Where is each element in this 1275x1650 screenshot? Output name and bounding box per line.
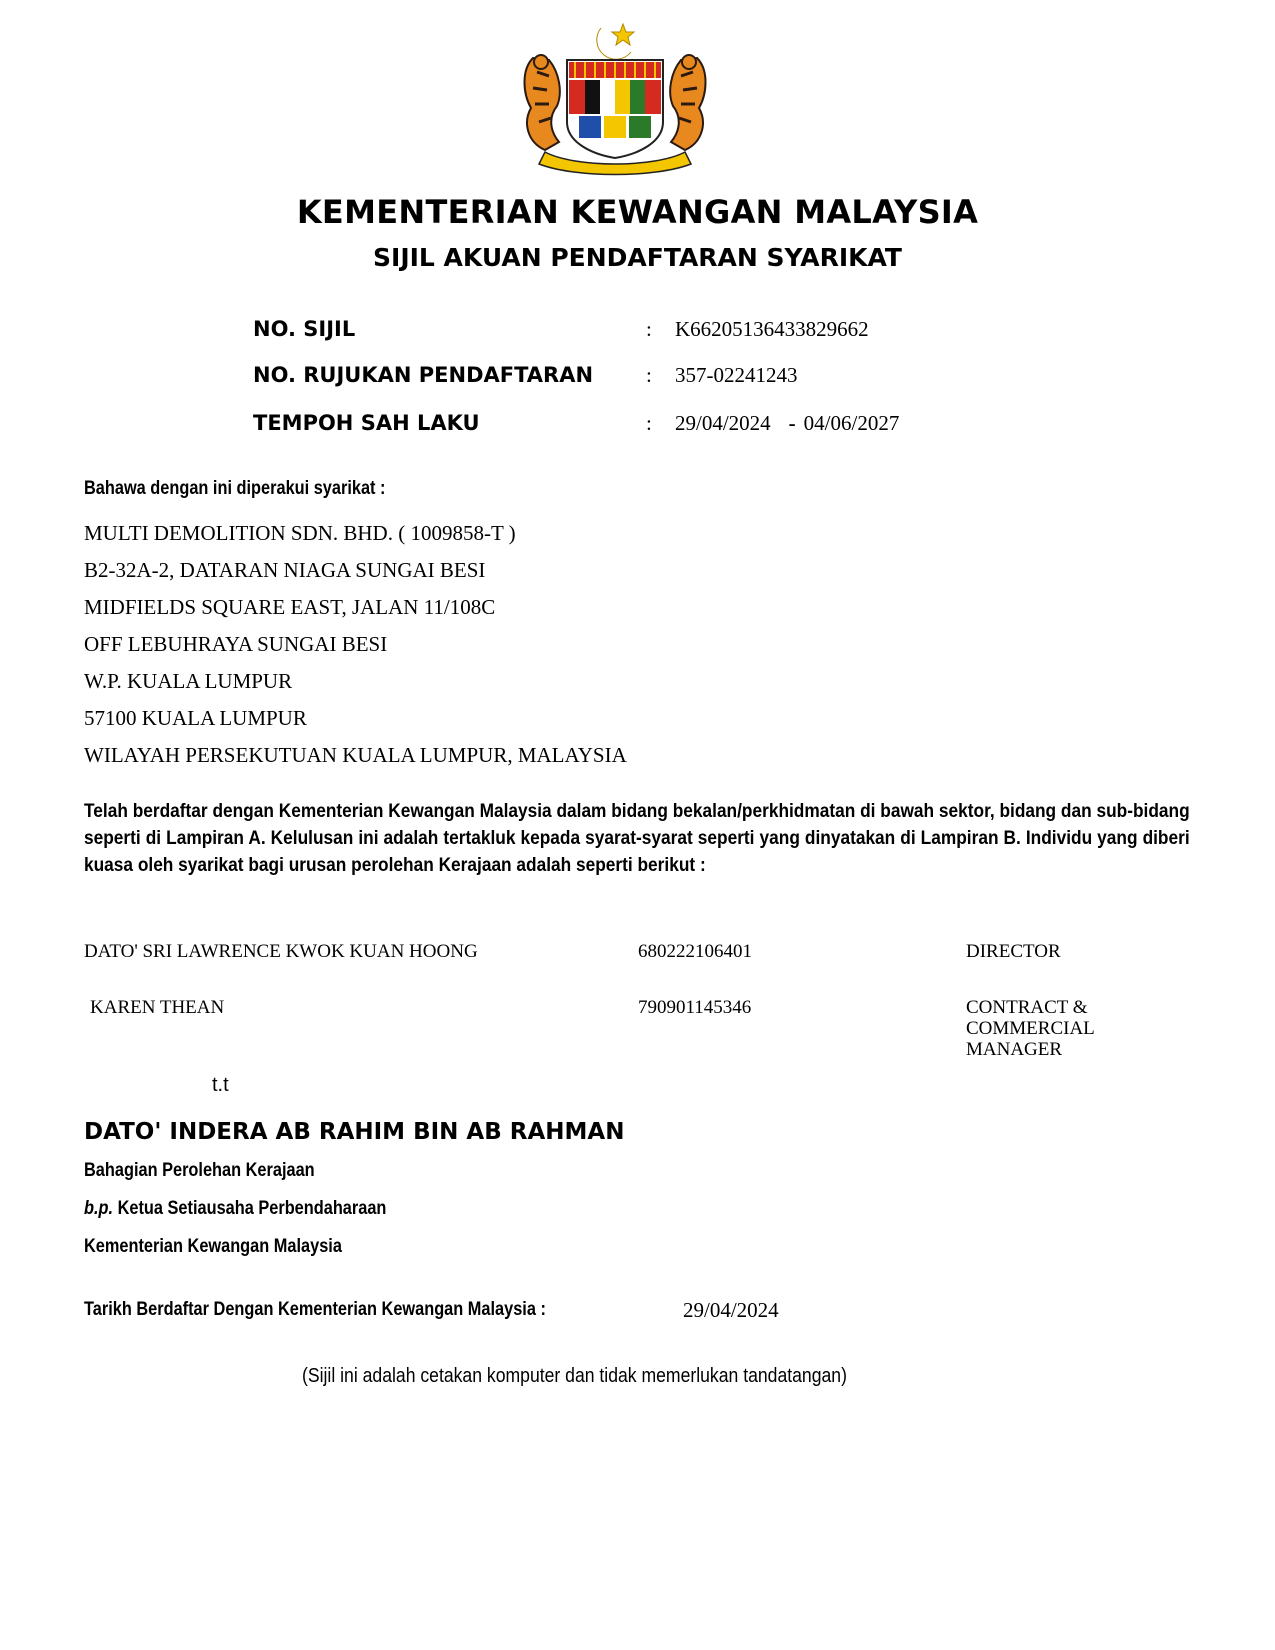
company-name: MULTI DEMOLITION SDN. BHD. ( 1009858-T ) [84,521,516,545]
certificate-title: SIJIL AKUAN PENDAFTARAN SYARIKAT [373,243,902,272]
address-line: 57100 KUALA LUMPUR [84,706,307,730]
person-role-line: MANAGER [966,1039,1063,1060]
person-role-line: CONTRACT & [966,997,1088,1018]
validity-start-date: 29/04/2024 [675,411,771,435]
bp-prefix: b.p. [84,1198,114,1219]
person-name: DATO' SRI LAWRENCE KWOK KUAN HOONG [84,941,478,962]
field-colon: : [646,317,652,341]
registration-statement: Telah berdaftar dengan Kementerian Kewangan Malaysia dalam bidang bekalan/perkhidmatan di bawah sektor, bidang dan sub-bidang seperti di Lampiran A. Kelulusan ini adalah tertakluk kepada syarat-syarat seperti yang dinyatakan di Lampiran B. Individu yang diberi kuasa oleh syarikat bagi urusan perolehan Kerajaan adalah seperti berikut : [84,801,1190,876]
signature-tt: t.t [212,1074,229,1096]
person-role-line: COMMERCIAL [966,1018,1095,1039]
validity-period-value [675,411,899,436]
bp-title: Ketua Setiausaha Perbendaharaan [117,1198,387,1219]
registration-date-value: 29/04/2024 [683,1298,779,1322]
certificate-number-label: NO. SIJIL [253,317,356,341]
coat-of-arms-logo [515,18,715,178]
computer-generated-note: (Sijil ini adalah cetakan komputer dan tidak memerlukan tandatangan) [302,1365,847,1387]
date-separator: - [788,411,796,435]
signer-on-behalf [84,1198,386,1220]
address-line: OFF LEBUHRAYA SUNGAI BESI [84,632,388,656]
registration-date-label: Tarikh Berdaftar Dengan Kementerian Kewangan Malaysia : [84,1299,546,1320]
signer-ministry: Kementerian Kewangan Malaysia [84,1236,342,1257]
signer-name: DATO' INDERA AB RAHIM BIN AB RAHMAN [84,1119,625,1145]
registration-reference-label: NO. RUJUKAN PENDAFTARAN [253,363,594,387]
certificate-number-value: K66205136433829662 [675,317,869,341]
person-role [966,997,1095,1060]
validity-end-date: 04/06/2027 [803,411,900,435]
address-line: W.P. KUALA LUMPUR [84,669,293,693]
address-line: WILAYAH PERSEKUTUAN KUALA LUMPUR, MALAYSIA [84,743,627,767]
validity-period-label: TEMPOH SAH LAKU [253,411,480,435]
person-role: DIRECTOR [966,941,1061,962]
address-line: B2-32A-2, DATARAN NIAGA SUNGAI BESI [84,558,486,582]
person-ic-number: 680222106401 [638,941,752,962]
signer-division: Bahagian Perolehan Kerajaan [84,1160,315,1181]
person-ic-number: 790901145346 [638,997,752,1018]
registration-reference-value: 357-02241243 [675,363,798,387]
ministry-title: KEMENTERIAN KEWANGAN MALAYSIA [296,193,979,231]
certification-intro: Bahawa dengan ini diperakui syarikat : [84,478,386,499]
field-colon: : [646,411,652,435]
field-colon: : [646,363,652,387]
person-name: KAREN THEAN [90,997,225,1018]
address-line: MIDFIELDS SQUARE EAST, JALAN 11/108C [84,595,496,619]
